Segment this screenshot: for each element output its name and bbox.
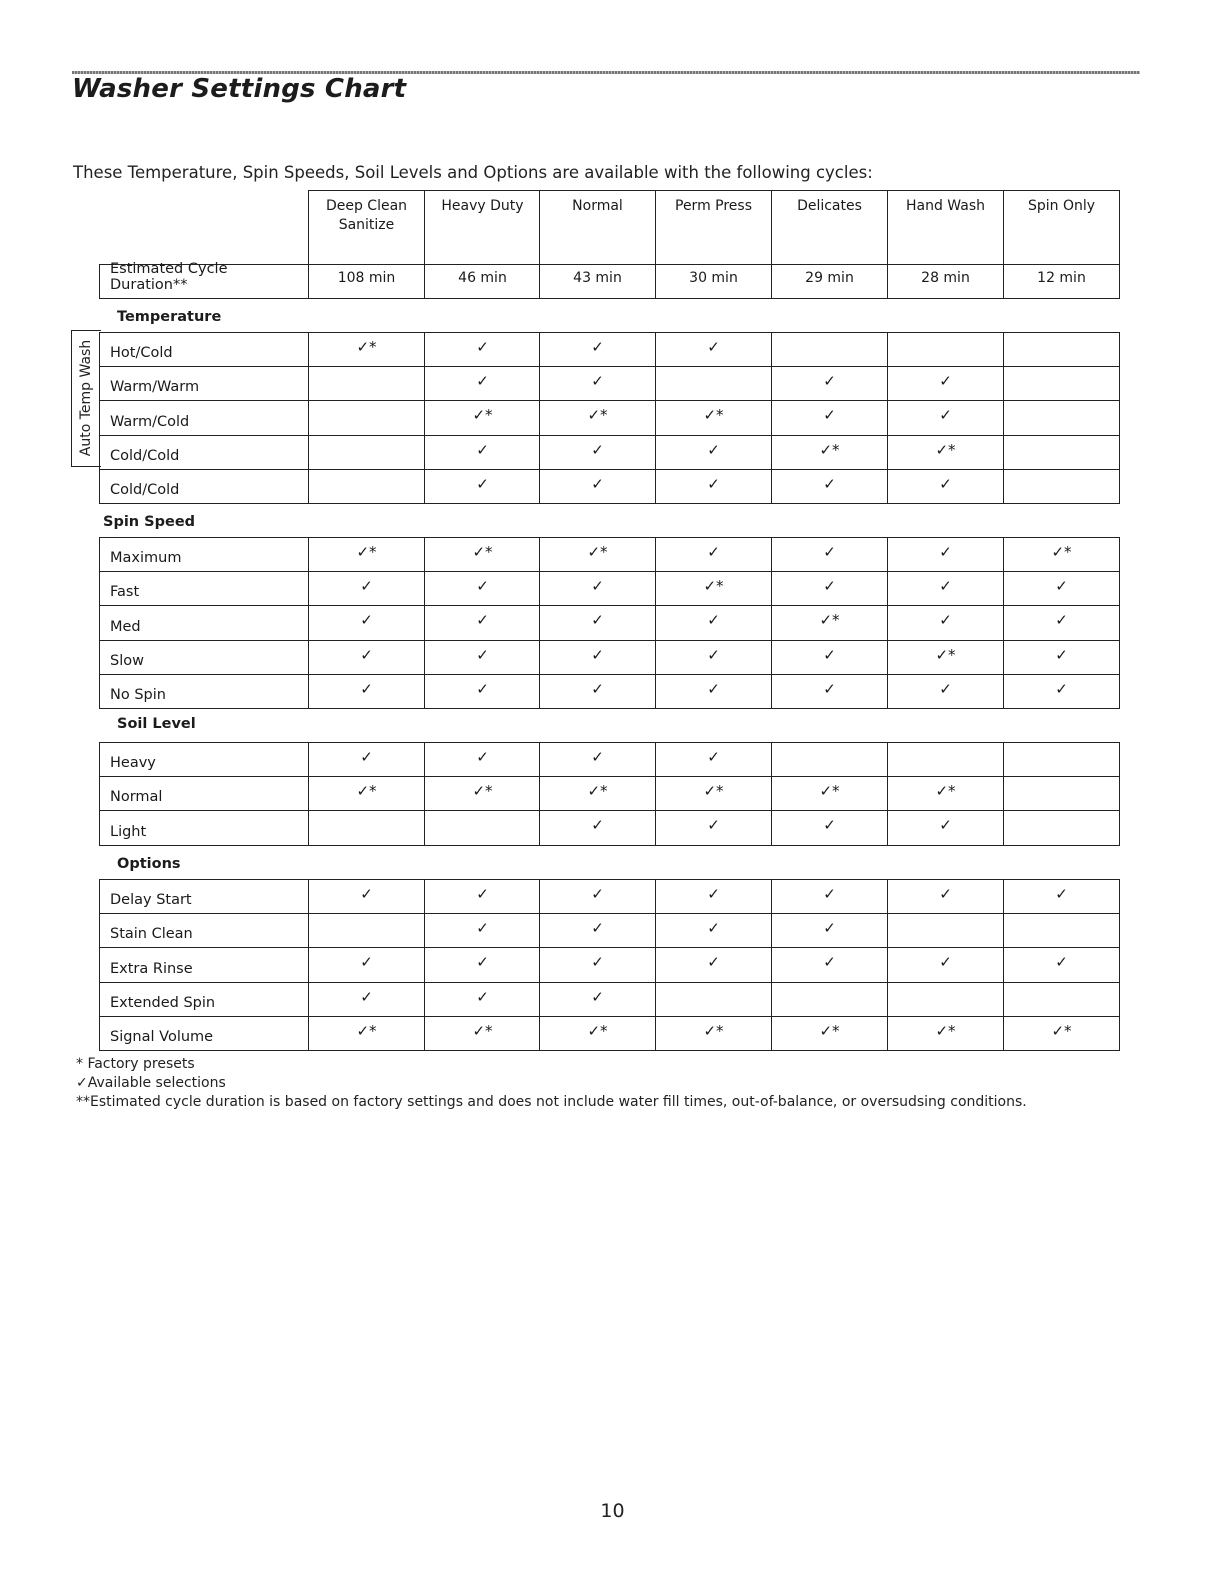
check-cell: ✓	[655, 810, 772, 845]
footnote-duration-note: **Estimated cycle duration is based on factory settings and does not include water fill times, out-of-balance, or oversudsing conditions.	[76, 1094, 1027, 1110]
check-cell: ✓	[539, 947, 656, 982]
row-label: Heavy	[99, 742, 310, 777]
row-label: Warm/Cold	[99, 400, 310, 435]
check-cell: ✓*	[539, 776, 656, 811]
check-cell: ✓	[655, 879, 772, 914]
check-cell: ✓*	[1003, 1016, 1120, 1051]
check-cell: ✓*	[655, 571, 772, 606]
check-cell: ✓*	[539, 537, 656, 572]
row-label: Light	[99, 810, 310, 845]
check-cell	[1003, 742, 1120, 777]
check-cell: ✓*	[1003, 537, 1120, 572]
row-label: Normal	[99, 776, 310, 811]
section-title-0: Temperature	[117, 309, 222, 325]
check-cell	[1003, 982, 1120, 1017]
check-cell: ✓	[424, 435, 541, 470]
check-cell: ✓	[424, 947, 541, 982]
check-cell	[1003, 776, 1120, 811]
check-cell: ✓	[424, 469, 541, 504]
check-cell: ✓	[539, 469, 656, 504]
check-cell: ✓	[424, 640, 541, 675]
row-label: Med	[99, 605, 310, 640]
check-cell: ✓	[424, 913, 541, 948]
check-cell	[771, 332, 888, 367]
page-title: Washer Settings Chart	[72, 74, 407, 104]
check-cell: ✓	[1003, 947, 1120, 982]
check-cell: ✓*	[887, 1016, 1004, 1051]
check-cell: ✓	[655, 537, 772, 572]
check-cell: ✓*	[539, 1016, 656, 1051]
check-cell: ✓	[771, 640, 888, 675]
check-cell	[1003, 332, 1120, 367]
check-cell: ✓	[655, 913, 772, 948]
row-label: Stain Clean	[99, 913, 310, 948]
row-label: Hot/Cold	[99, 332, 310, 367]
check-cell: ✓	[887, 571, 1004, 606]
check-cell	[887, 982, 1004, 1017]
check-cell: ✓*	[655, 400, 772, 435]
check-cell: ✓	[424, 879, 541, 914]
check-cell: ✓	[771, 810, 888, 845]
check-cell: ✓	[1003, 605, 1120, 640]
check-cell: ✓*	[887, 776, 1004, 811]
check-cell: ✓*	[308, 776, 425, 811]
check-cell: ✓*	[887, 435, 1004, 470]
duration-value-3: 30 min	[655, 264, 772, 299]
cycle-header-4: Delicates	[771, 190, 888, 265]
row-label: Extra Rinse	[99, 947, 310, 982]
check-cell	[1003, 400, 1120, 435]
check-cell	[887, 332, 1004, 367]
check-cell: ✓	[771, 537, 888, 572]
check-cell: ✓	[1003, 879, 1120, 914]
row-label: Slow	[99, 640, 310, 675]
check-cell	[771, 742, 888, 777]
check-cell: ✓	[771, 400, 888, 435]
check-cell: ✓	[539, 674, 656, 709]
check-cell: ✓	[308, 742, 425, 777]
cycle-header-6: Spin Only	[1003, 190, 1120, 265]
check-cell	[1003, 913, 1120, 948]
cycle-header-5: Hand Wash	[887, 190, 1004, 265]
row-label: Cold/Cold	[99, 469, 310, 504]
check-cell: ✓	[539, 571, 656, 606]
check-cell: ✓	[771, 366, 888, 401]
check-cell: ✓	[1003, 571, 1120, 606]
check-cell: ✓*	[308, 537, 425, 572]
check-cell: ✓	[887, 366, 1004, 401]
check-cell: ✓	[424, 332, 541, 367]
cycle-header-1: Heavy Duty	[424, 190, 541, 265]
check-cell: ✓*	[771, 776, 888, 811]
cycle-header-2: Normal	[539, 190, 656, 265]
check-cell: ✓	[424, 982, 541, 1017]
check-cell: ✓	[424, 674, 541, 709]
check-cell: ✓	[887, 674, 1004, 709]
check-cell: ✓	[655, 605, 772, 640]
check-cell: ✓	[771, 947, 888, 982]
check-cell: ✓	[539, 742, 656, 777]
check-cell	[308, 400, 425, 435]
check-cell: ✓	[539, 810, 656, 845]
check-cell: ✓	[539, 879, 656, 914]
check-cell: ✓	[655, 742, 772, 777]
check-cell: ✓	[308, 947, 425, 982]
duration-value-0: 108 min	[308, 264, 425, 299]
check-cell: ✓*	[771, 435, 888, 470]
check-cell: ✓	[539, 332, 656, 367]
check-cell: ✓	[308, 640, 425, 675]
check-cell: ✓	[655, 640, 772, 675]
check-cell: ✓	[655, 435, 772, 470]
check-cell: ✓	[308, 571, 425, 606]
check-cell: ✓	[308, 674, 425, 709]
check-cell: ✓*	[308, 332, 425, 367]
check-cell	[655, 982, 772, 1017]
page-number: 10	[600, 1500, 625, 1522]
check-cell: ✓	[887, 947, 1004, 982]
check-cell: ✓*	[424, 537, 541, 572]
duration-value-5: 28 min	[887, 264, 1004, 299]
check-cell: ✓*	[308, 1016, 425, 1051]
check-cell	[1003, 435, 1120, 470]
check-cell: ✓	[887, 469, 1004, 504]
check-cell	[887, 742, 1004, 777]
row-label: Extended Spin	[99, 982, 310, 1017]
section-title-1: Spin Speed	[103, 514, 196, 530]
check-cell: ✓*	[887, 640, 1004, 675]
check-cell: ✓	[887, 605, 1004, 640]
check-cell: ✓	[887, 537, 1004, 572]
check-cell	[655, 366, 772, 401]
check-cell: ✓	[655, 332, 772, 367]
check-cell	[1003, 469, 1120, 504]
check-cell: ✓	[1003, 640, 1120, 675]
check-cell: ✓	[771, 571, 888, 606]
section-title-3: Options	[117, 856, 181, 872]
duration-value-1: 46 min	[424, 264, 541, 299]
row-label: Delay Start	[99, 879, 310, 914]
check-cell	[308, 469, 425, 504]
check-cell: ✓	[539, 605, 656, 640]
check-cell	[308, 435, 425, 470]
row-label: Warm/Warm	[99, 366, 310, 401]
row-label: Cold/Cold	[99, 435, 310, 470]
check-cell: ✓*	[655, 776, 772, 811]
cycle-header-3: Perm Press	[655, 190, 772, 265]
row-label: No Spin	[99, 674, 310, 709]
duration-value-2: 43 min	[539, 264, 656, 299]
check-cell: ✓	[308, 982, 425, 1017]
check-cell: ✓	[539, 366, 656, 401]
check-cell: ✓*	[771, 1016, 888, 1051]
check-cell: ✓	[655, 469, 772, 504]
check-cell: ✓	[771, 913, 888, 948]
check-cell: ✓	[539, 913, 656, 948]
duration-label: Estimated Cycle Duration**	[99, 264, 310, 299]
footnote-available-selections: ✓Available selections	[76, 1075, 226, 1091]
intro-text: These Temperature, Spin Speeds, Soil Levels and Options are available with the following cycles:	[73, 163, 873, 182]
check-cell: ✓	[424, 742, 541, 777]
check-cell	[771, 982, 888, 1017]
check-cell	[308, 810, 425, 845]
check-cell	[308, 913, 425, 948]
check-cell: ✓*	[424, 1016, 541, 1051]
duration-value-4: 29 min	[771, 264, 888, 299]
check-cell: ✓	[887, 879, 1004, 914]
row-label: Fast	[99, 571, 310, 606]
row-label: Signal Volume	[99, 1016, 310, 1051]
check-cell	[887, 913, 1004, 948]
check-cell: ✓	[424, 605, 541, 640]
check-cell: ✓	[1003, 674, 1120, 709]
check-cell: ✓	[655, 674, 772, 709]
check-cell: ✓*	[539, 400, 656, 435]
check-cell: ✓	[771, 879, 888, 914]
check-cell: ✓	[539, 435, 656, 470]
check-cell	[424, 810, 541, 845]
check-cell	[1003, 810, 1120, 845]
check-cell: ✓	[771, 469, 888, 504]
check-cell: ✓	[539, 982, 656, 1017]
check-cell: ✓	[539, 640, 656, 675]
footnote-factory-presets: * Factory presets	[76, 1056, 195, 1072]
auto-temp-label: Auto Temp Wash	[78, 339, 94, 457]
check-cell: ✓*	[424, 776, 541, 811]
check-cell: ✓	[308, 605, 425, 640]
section-title-2: Soil Level	[117, 716, 196, 732]
cycle-header-0: Deep Clean Sanitize	[308, 190, 425, 265]
check-cell: ✓	[424, 571, 541, 606]
check-cell	[308, 366, 425, 401]
check-cell: ✓	[887, 810, 1004, 845]
check-cell: ✓*	[655, 1016, 772, 1051]
check-cell: ✓*	[771, 605, 888, 640]
check-cell: ✓*	[424, 400, 541, 435]
check-cell: ✓	[887, 400, 1004, 435]
check-cell: ✓	[655, 947, 772, 982]
check-cell	[1003, 366, 1120, 401]
duration-value-6: 12 min	[1003, 264, 1120, 299]
check-cell: ✓	[771, 674, 888, 709]
row-label: Maximum	[99, 537, 310, 572]
check-cell: ✓	[308, 879, 425, 914]
check-cell: ✓	[424, 366, 541, 401]
